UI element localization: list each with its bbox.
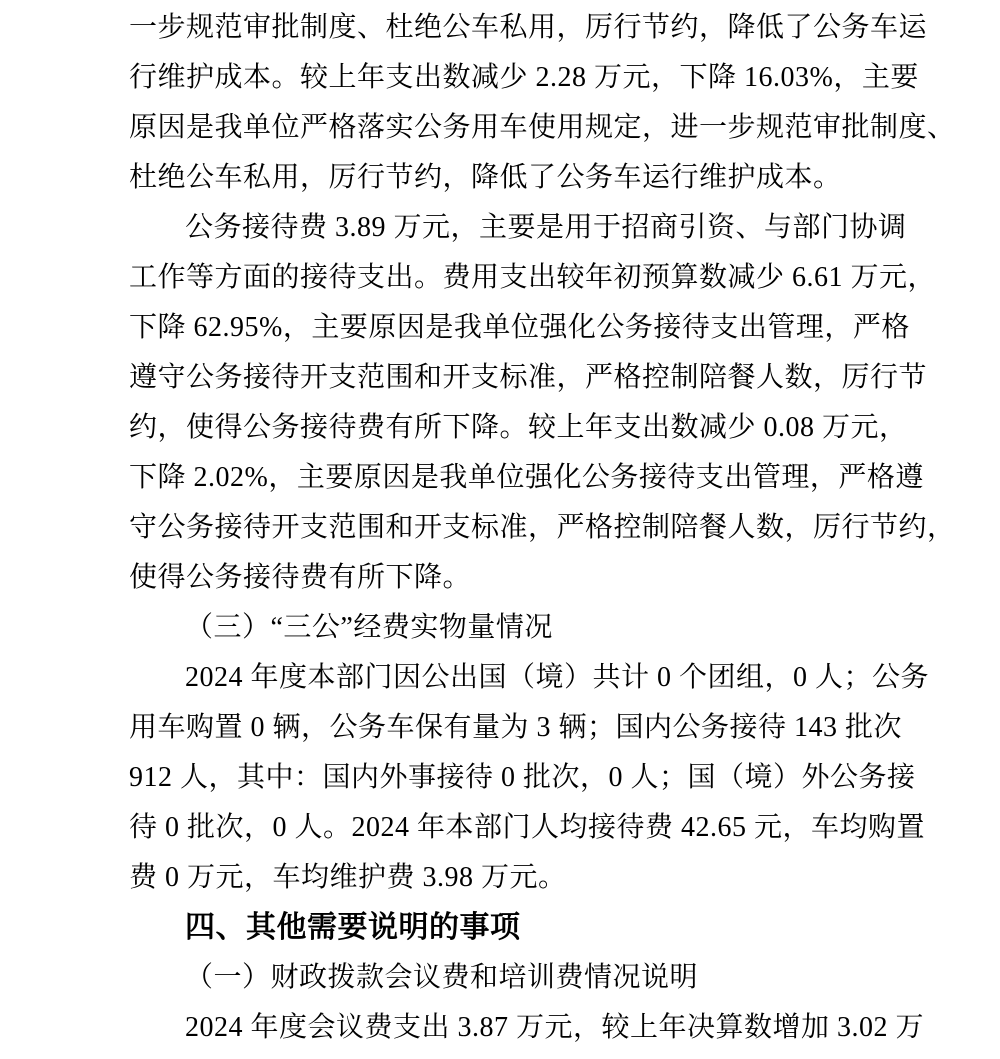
section-heading: 四、其他需要说明的事项: [185, 911, 521, 944]
body-text-line: 工作等方面的接待支出。费用支出较年初预算数减少 6.61 万元，: [129, 262, 937, 293]
body-text-line: 2024 年度会议费支出 3.87 万元，较上年决算数增加 3.02 万: [185, 1012, 925, 1043]
body-text-line: 守公务接待开支范围和开支标准，严格控制陪餐人数，厉行节约，: [129, 512, 956, 543]
body-text-line: 原因是我单位严格落实公务用车使用规定，进一步规范审批制度、: [129, 112, 956, 143]
body-text-line: 使得公务接待费有所下降。: [129, 562, 472, 593]
body-text-line: 费 0 万元，车均维护费 3.98 万元。: [129, 862, 567, 893]
body-text-line: 行维护成本。较上年支出数减少 2.28 万元，下降 16.03%，主要: [129, 62, 919, 93]
subsection-heading: （一）财政拨款会议费和培训费情况说明: [185, 962, 699, 993]
body-text-line: 公务接待费 3.89 万元，主要是用于招商引资、与部门协调: [185, 212, 907, 243]
body-text-line: 待 0 批次，0 人。2024 年本部门人均接待费 42.65 元，车均购置: [129, 812, 926, 843]
body-text-line: 约，使得公务接待费有所下降。较上年支出数减少 0.08 万元，: [129, 412, 908, 443]
body-text-line: 下降 2.02%，主要原因是我单位强化公务接待支出管理，严格遵: [129, 462, 924, 493]
body-text-line: 一步规范审批制度、杜绝公车私用，厉行节约，降低了公务车运: [129, 12, 928, 43]
body-text-line: 下降 62.95%，主要原因是我单位强化公务接待支出管理，严格: [129, 312, 910, 343]
document-text-block: [129, 3, 956, 1053]
subsection-heading: （三）“三公”经费实物量情况: [185, 612, 553, 643]
body-text-line: 用车购置 0 辆，公务车保有量为 3 辆；国内公务接待 143 批次: [129, 712, 903, 743]
body-text-line: 杜绝公车私用，厉行节约，降低了公务车运行维护成本。: [129, 162, 842, 193]
body-text-line: 912 人，其中：国内外事接待 0 批次，0 人；国（境）外公务接: [129, 762, 916, 793]
body-text-line: 遵守公务接待开支范围和开支标准，严格控制陪餐人数，厉行节: [129, 362, 928, 393]
body-text-line: 2024 年度本部门因公出国（境）共计 0 个团组，0 人；公务: [185, 662, 930, 693]
